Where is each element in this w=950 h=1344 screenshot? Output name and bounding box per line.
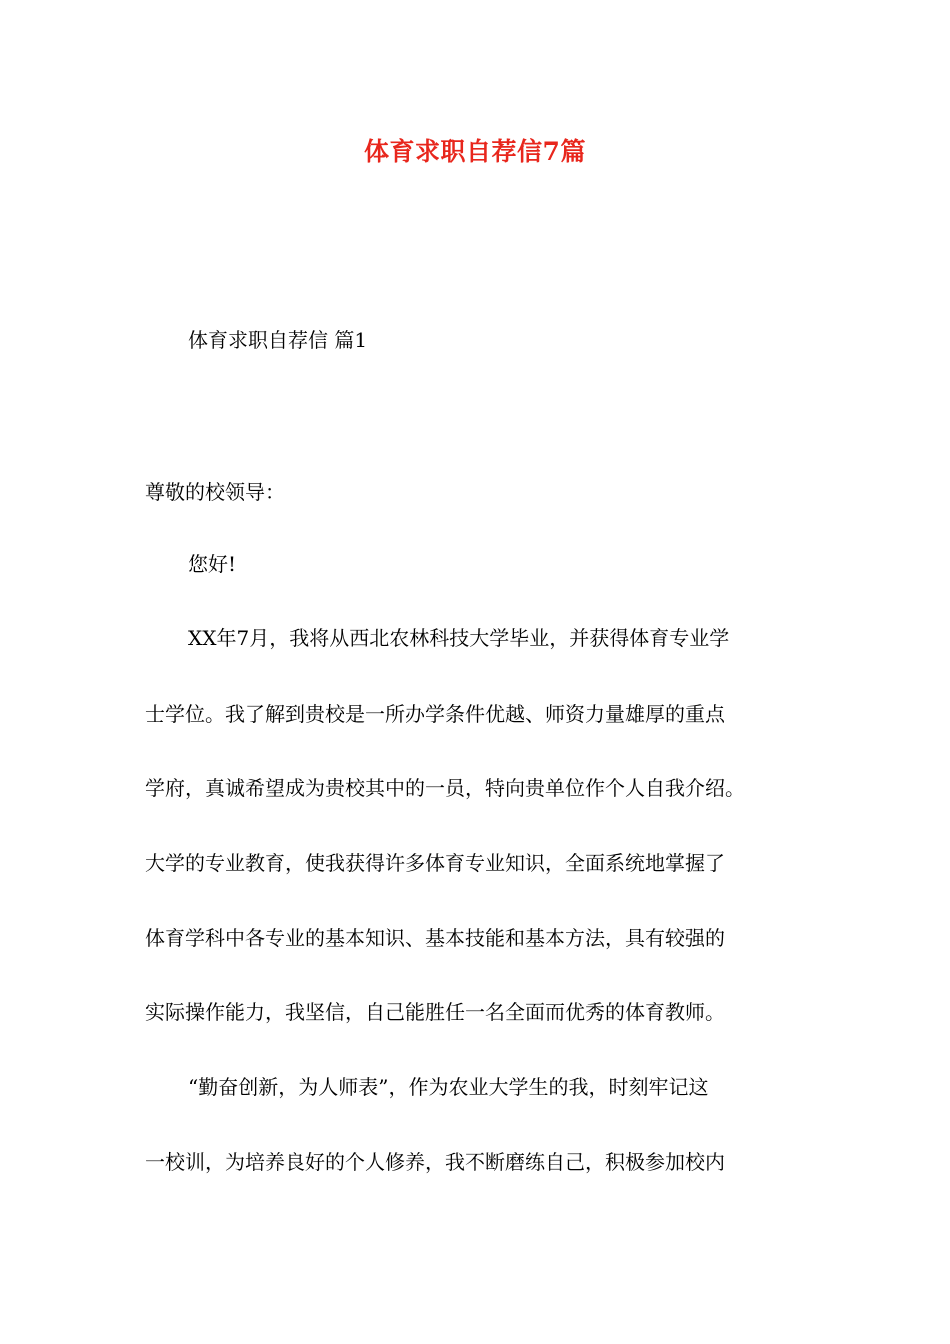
paragraph-line: “勤奋创新，为人师表”，作为农业大学生的我，时刻牢记这 (188, 1075, 709, 1099)
paragraph-line: 一校训，为培养良好的个人修养，我不断磨练自己，积极参加校内 (145, 1150, 725, 1174)
paragraph-line: 体育学科中各专业的基本知识、基本技能和基本方法，具有较强的 (145, 926, 725, 950)
section-heading: 体育求职自荐信 篇1 (188, 328, 368, 352)
document-title: 体育求职自荐信7篇 (364, 137, 586, 166)
paragraph-line: 士学位。我了解到贵校是一所办学条件优越、师资力量雄厚的重点 (145, 702, 725, 726)
paragraph-line: 大学的专业教育，使我获得许多体育专业知识，全面系统地掌握了 (145, 851, 725, 875)
paragraph-line: 学府，真诚希望成为贵校其中的一员，特向贵单位作个人自我介绍。 (145, 776, 745, 800)
paragraph-line: XX年7月，我将从西北农林科技大学毕业，并获得体育专业学 (188, 626, 730, 650)
greeting: 您好! (188, 552, 237, 576)
salutation: 尊敬的校领导： (145, 480, 285, 504)
paragraph-line: 实际操作能力，我坚信，自己能胜任一名全面而优秀的体育教师。 (145, 1000, 725, 1024)
